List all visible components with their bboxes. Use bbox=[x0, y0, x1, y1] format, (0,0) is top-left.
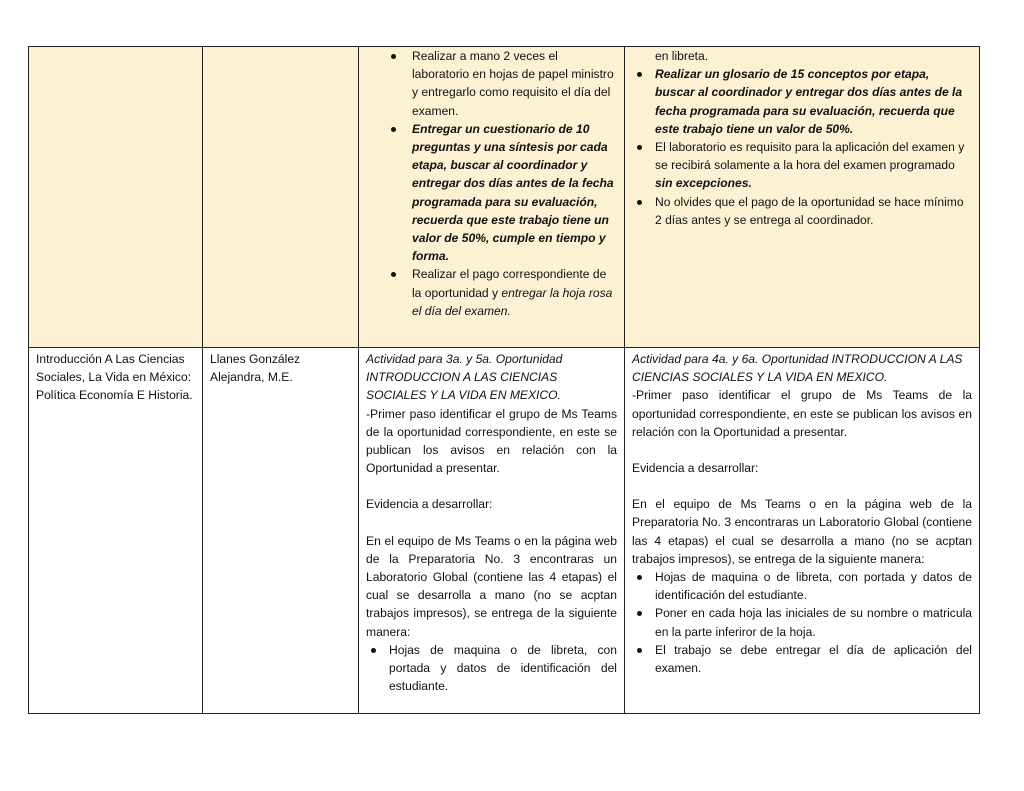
activity-heading: Actividad para 3a. y 5a. Oportunidad INTRODUCCION A LAS CIENCIAS SOCIALES Y LA VIDA EN MEXICO. bbox=[366, 352, 563, 403]
teacher-name: Llanes González Alejandra, M.E. bbox=[210, 352, 301, 385]
list-item: El trabajo se debe entregar el día de aplicación del examen. bbox=[632, 641, 972, 677]
evidence-description: En el equipo de Ms Teams o en la página web de la Preparatoria No. 3 encontraras un Laboratorio Global (contiene las 4 etapas) el cual se desarrolla a mano (no se acptan trabajos impresos), se entrega de la siguiente manera: bbox=[632, 497, 972, 566]
list-item: Hojas de maquina o de libreta, con portada y datos de identificación del estudiante. bbox=[366, 641, 617, 696]
subject-name: Introducción A Las Ciencias Sociales, La Vida en México: Política Economía E Historia. bbox=[36, 352, 193, 403]
activity-cell-odd bbox=[359, 348, 625, 714]
subject-cell bbox=[29, 348, 203, 714]
evidence-label: Evidencia a desarrollar: bbox=[366, 497, 493, 512]
teacher-cell bbox=[203, 348, 359, 714]
list-item: Hojas de maquina o de libreta, con portada y datos de identificación del estudiante. bbox=[632, 568, 972, 604]
activity-step: -Primer paso identificar el grupo de Ms Teams de la oportunidad correspondiente, en este se publican los avisos en relación con la Oportunidad a presentar. bbox=[632, 388, 972, 439]
requirements-cell-even bbox=[625, 47, 980, 348]
list-item: El laboratorio es requisito para la aplicación del examen y se recibirá solamente a la hora del examen programado sin excepciones. bbox=[632, 138, 972, 193]
list-item: Realizar el pago correspondiente de la oportunidad y entregar la hoja rosa el día del examen. bbox=[365, 265, 618, 320]
activity-step: -Primer paso identificar el grupo de Ms Teams de la oportunidad correspondiente, en este se publican los avisos en relación con la Oportunidad a presentar. bbox=[366, 406, 617, 476]
activity-heading: Actividad para 4a. y 6a. Oportunidad INTRODUCCION A LAS CIENCIAS SOCIALES Y LA VIDA EN MEXICO. bbox=[632, 352, 963, 385]
list-item: Realizar un glosario de 15 conceptos por etapa, buscar al coordinador y entregar dos días antes de la fecha programada para su evaluación, recuerda que este trabajo tiene un valor de 50%. bbox=[632, 65, 972, 138]
list-item: No olvides que el pago de la oportunidad se hace mínimo 2 días antes y se entrega al coordinador. bbox=[632, 193, 972, 229]
evidence-description: En el equipo de Ms Teams o en la página web de la Preparatoria No. 3 encontraras un Laboratorio Global (contiene las 4 etapas) el cual se desarrolla a mano (no se acptan trabajos impresos), se entrega de la siguiente manera: bbox=[366, 533, 617, 639]
evidence-label: Evidencia a desarrollar: bbox=[632, 461, 759, 476]
list-item: Poner en cada hoja las iniciales de su nombre o matricula en la parte inferiror de la hoja. bbox=[632, 604, 972, 640]
table-row bbox=[29, 47, 980, 348]
requirements-cell-odd bbox=[359, 47, 625, 348]
table-row bbox=[29, 348, 980, 714]
continued-text: en libreta. bbox=[655, 49, 709, 63]
activity-cell-even bbox=[625, 348, 980, 714]
subject-cell-empty bbox=[29, 47, 203, 348]
teacher-cell-empty bbox=[203, 47, 359, 348]
list-item: Entregar un cuestionario de 10 preguntas y una síntesis por cada etapa, buscar al coordinador y entregar dos días antes de la fecha programada para su evaluación, recuerda que este trabajo tiene un valor de 50%, cumple en tiempo y forma. bbox=[365, 120, 618, 266]
list-item: Realizar a mano 2 veces el laboratorio en hojas de papel ministro y entregarlo como requisito el día del examen. bbox=[365, 47, 618, 120]
schedule-table bbox=[28, 46, 980, 714]
